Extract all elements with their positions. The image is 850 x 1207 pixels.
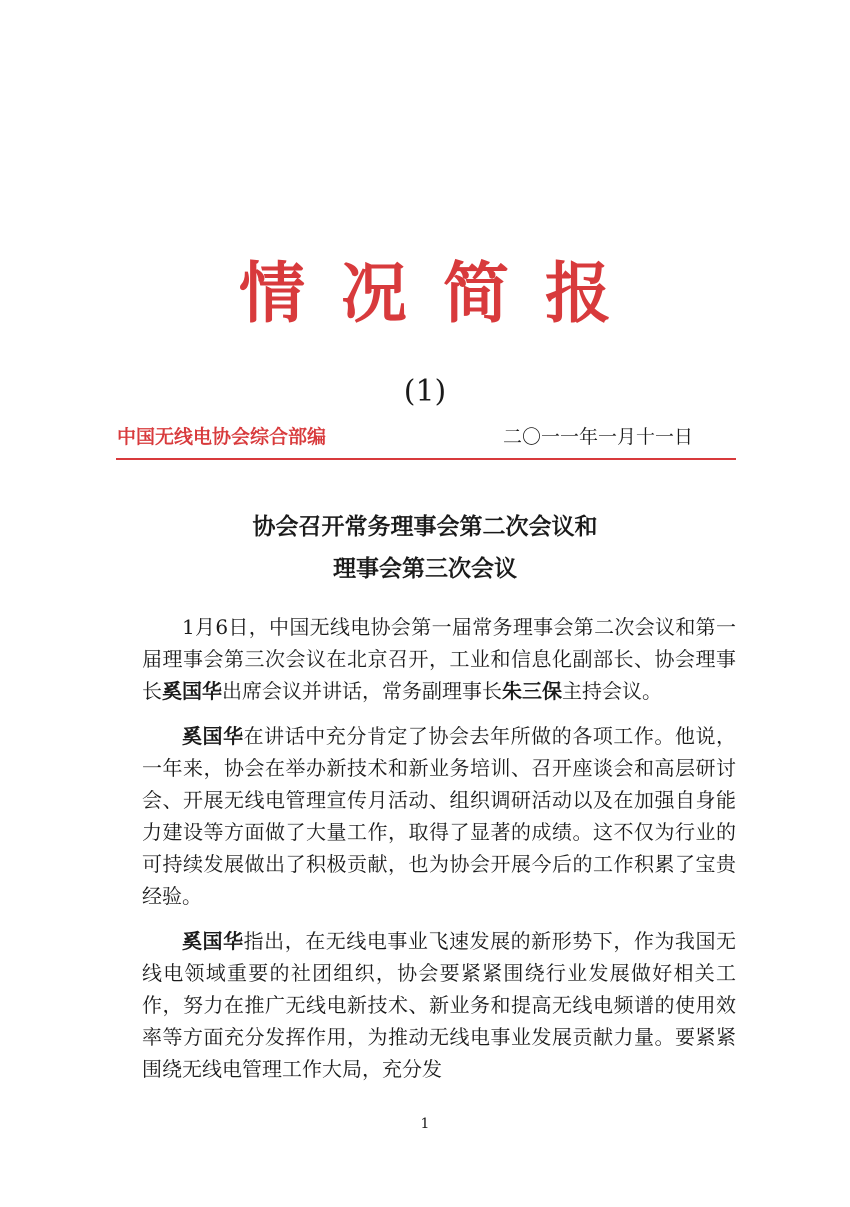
person-name: 奚国华 [182, 724, 244, 748]
paragraph-text: 出席会议并讲话，常务副理事长 [222, 679, 502, 703]
person-name: 奚国华 [182, 929, 244, 953]
issue-date: 二〇一一年一月十一日 [503, 426, 694, 448]
article-headline [0, 506, 850, 590]
paragraph-text: 在讲话中充分肯定了协会去年所做的各项工作。他说，一年来，协会在举办新技术和新业务培训、召开座谈会和高层研讨会、开展无线电管理宣传月活动、组织调研活动以及在加强自身能力建设等方面做了大量工作，取得了显著的成绩。这不仅为行业的可持续发展做出了积极贡献，也为协会开展今后的工作积累了宝贵经验。 [142, 724, 737, 908]
paragraph-2 [142, 720, 736, 912]
person-name: 奚国华 [162, 679, 222, 703]
article-body [142, 611, 736, 1098]
paragraph-text: 1月6日，中国无线电协会第一届常务理事会第二次会议和第一届理事会第三次会议在北京召开，工业和信息化副部长、协会理事长 [142, 615, 736, 703]
paragraph-3 [142, 925, 736, 1085]
paragraph-text: 指出，在无线电事业飞速发展的新形势下，作为我国无线电领域重要的社团组织，协会要紧紧围绕行业发展做好相关工作，努力在推广无线电新技术、新业务和提高无线电频谱的使用效率等方面充分发挥作用，为推动无线电事业发展贡献力量。要紧紧围绕无线电管理工作大局，充分发 [142, 929, 737, 1081]
issue-number: (1) [403, 374, 447, 409]
page-number: 1 [420, 1116, 430, 1132]
headline-line-1: 协会召开常务理事会第二次会议和 [252, 513, 598, 540]
paragraph-text: 主持会议。 [562, 679, 662, 703]
masthead-title: 情况简报 [239, 254, 647, 332]
paragraph-1 [142, 611, 736, 707]
header-divider [116, 458, 736, 460]
person-name: 朱三保 [502, 679, 562, 703]
issuer: 中国无线电协会综合部编 [117, 426, 327, 448]
headline-line-2: 理事会第三次会议 [333, 555, 517, 582]
